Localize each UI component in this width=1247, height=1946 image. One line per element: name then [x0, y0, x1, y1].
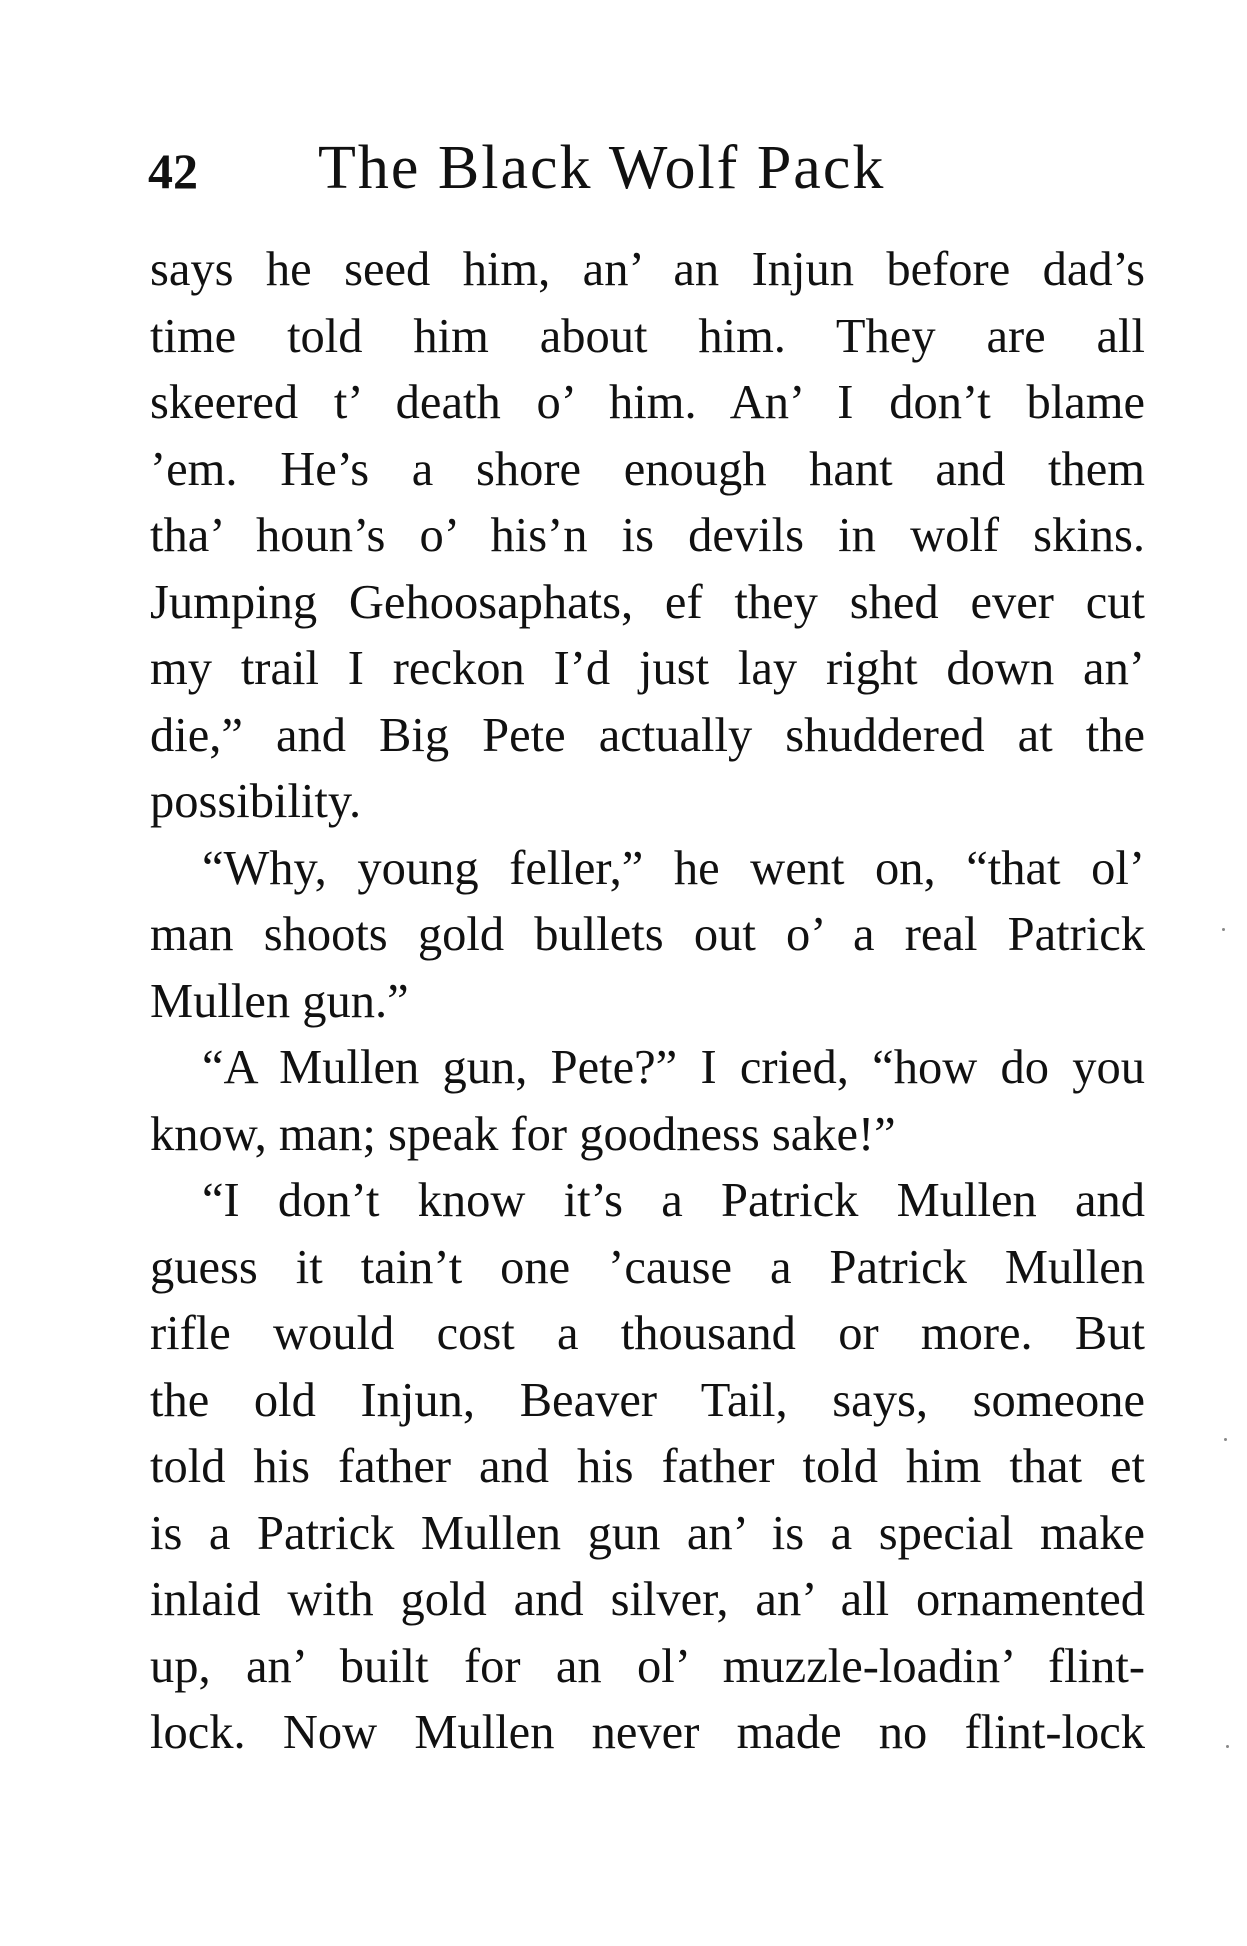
text-line: “I don’t know it’s a Patrick Mullen and	[202, 1174, 1145, 1227]
text-line: Mullen gun.”	[150, 974, 409, 1028]
text-line: time told him about him. They are all	[150, 309, 1145, 363]
edge-speck	[1222, 928, 1225, 931]
text-line: tha’ houn’s o’ his’n is devils in wolf skins.	[150, 509, 1145, 562]
edge-speck	[1226, 1745, 1229, 1748]
text-line: my trail I reckon I’d just lay right down an’	[150, 642, 1145, 695]
text-line: the old Injun, Beaver Tail, says, someone	[150, 1373, 1145, 1427]
text-line: guess it tain’t one ’cause a Patrick Mullen	[150, 1240, 1145, 1294]
body-text	[150, 237, 1145, 1767]
text-line: Jumping Gehoosaphats, ef they shed ever cut	[150, 575, 1145, 629]
page-number: 42	[148, 143, 198, 199]
text-line: lock. Now Mullen never made no flint-lock	[150, 1706, 1145, 1759]
text-line: skeered t’ death o’ him. An’ I don’t blame	[150, 376, 1145, 429]
edge-speck	[1224, 1438, 1227, 1441]
text-line: know, man; speak for goodness sake!”	[150, 1107, 896, 1161]
text-line: “Why, young feller,” he went on, “that ol’	[202, 841, 1145, 895]
text-line: rifle would cost a thousand or more. But	[150, 1307, 1145, 1360]
text-line: is a Patrick Mullen gun an’ is a special make	[150, 1506, 1145, 1560]
text-line: inlaid with gold and silver, an’ all ornamented	[150, 1573, 1145, 1626]
text-line: man shoots gold bullets out o’ a real Patrick	[150, 908, 1145, 961]
text-line: ’em. He’s a shore enough hant and them	[150, 442, 1145, 496]
text-line: told his father and his father told him that et	[150, 1440, 1145, 1493]
book-title: The Black Wolf Pack	[318, 134, 886, 202]
text-line: die,” and Big Pete actually shuddered at the	[150, 708, 1145, 762]
text-line: up, an’ built for an ol’ muzzle-loadin’ flint-	[150, 1639, 1145, 1693]
text-line: “A Mullen gun, Pete?” I cried, “how do you	[202, 1041, 1145, 1094]
text-line: says he seed him, an’ an Injun before dad’s	[150, 243, 1145, 296]
running-head	[148, 128, 1148, 208]
text-line: possibility.	[150, 775, 362, 828]
